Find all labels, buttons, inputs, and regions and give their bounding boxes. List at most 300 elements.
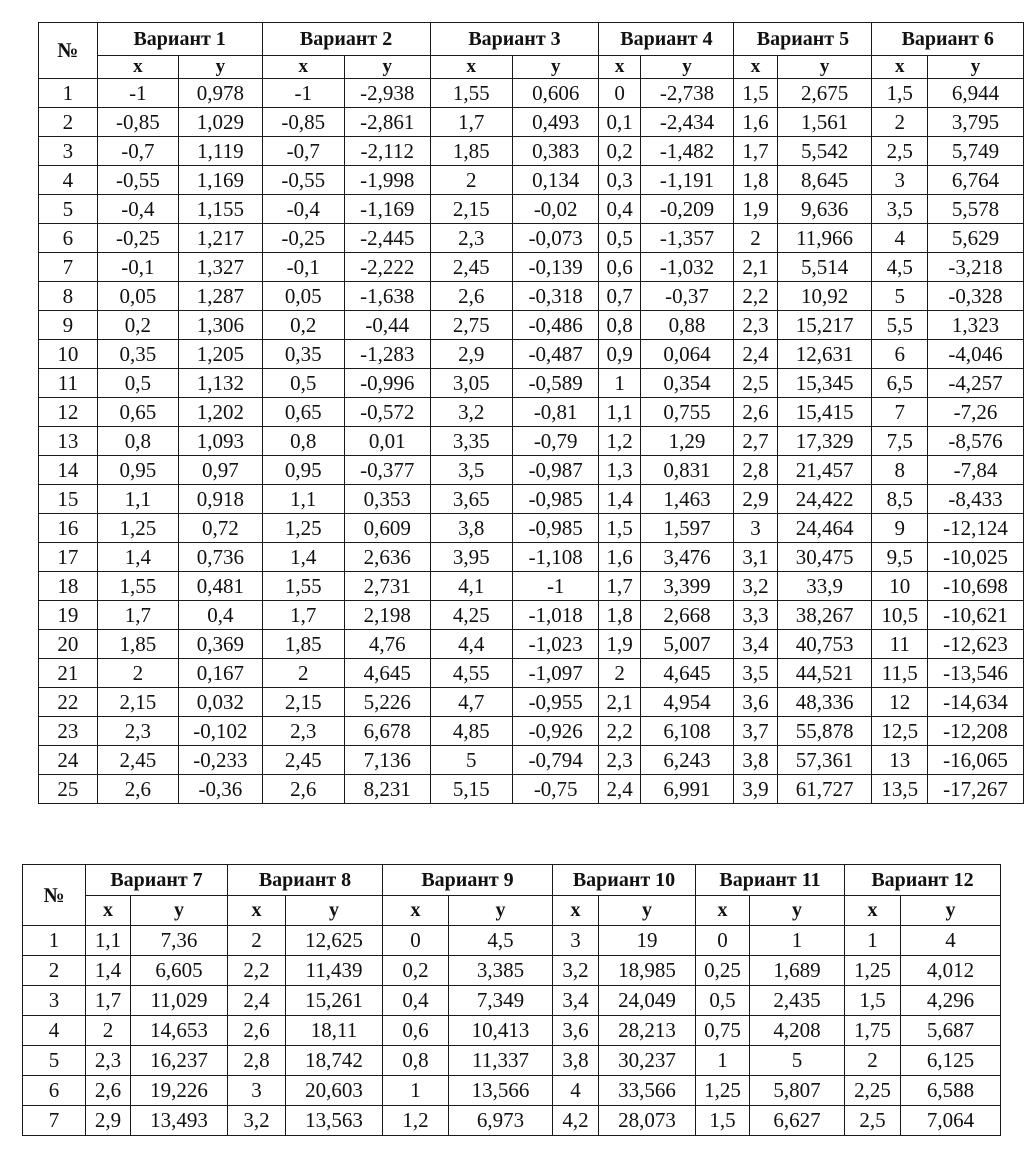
x-value-cell: 2,3 xyxy=(599,746,640,775)
y-value-cell: 11,337 xyxy=(449,1046,553,1076)
table-row xyxy=(39,166,1024,195)
x-value-cell: 4,85 xyxy=(430,717,512,746)
row-number-cell: 24 xyxy=(39,746,98,775)
y-value-cell: -0,139 xyxy=(512,253,599,282)
x-value-cell: -0,7 xyxy=(97,137,178,166)
row-number-cell: 10 xyxy=(39,340,98,369)
y-value-cell: 12,631 xyxy=(777,340,872,369)
y-value-cell: -0,36 xyxy=(179,775,262,804)
x-value-cell: 3 xyxy=(872,166,928,195)
x-value-cell: 0,65 xyxy=(97,398,178,427)
x-value-cell: 1,6 xyxy=(734,108,777,137)
x-value-cell: 1,7 xyxy=(430,108,512,137)
row-number-cell: 21 xyxy=(39,659,98,688)
x-value-cell: 2,3 xyxy=(97,717,178,746)
row-number-cell: 18 xyxy=(39,572,98,601)
y-value-cell: -1,998 xyxy=(344,166,430,195)
y-value-cell: 6,243 xyxy=(640,746,734,775)
y-value-cell: 38,267 xyxy=(777,601,872,630)
y-value-cell: 4,645 xyxy=(344,659,430,688)
row-number-cell: 2 xyxy=(23,956,86,986)
y-value-cell: 12,625 xyxy=(286,926,383,956)
table-row xyxy=(39,630,1024,659)
y-value-cell: -1,357 xyxy=(640,224,734,253)
x-value-cell: 1,25 xyxy=(845,956,901,986)
y-value-cell: -13,546 xyxy=(928,659,1024,688)
x-value-cell: 1,8 xyxy=(734,166,777,195)
row-number-cell: 12 xyxy=(39,398,98,427)
y-value-cell: 1,202 xyxy=(179,398,262,427)
y-value-cell: 2,731 xyxy=(344,572,430,601)
x-value-cell: 3,65 xyxy=(430,485,512,514)
x-value-cell: -0,1 xyxy=(97,253,178,282)
y-value-cell: 6,108 xyxy=(640,717,734,746)
y-value-cell: 11,439 xyxy=(286,956,383,986)
y-value-cell: 6,973 xyxy=(449,1106,553,1136)
y-value-cell: 4 xyxy=(901,926,1001,956)
y-value-cell: 11,966 xyxy=(777,224,872,253)
y-value-cell: 11,029 xyxy=(131,986,228,1016)
y-value-cell: 18,11 xyxy=(286,1016,383,1046)
variant-header: Вариант 7 xyxy=(86,865,228,896)
x-value-cell: 2,9 xyxy=(86,1106,131,1136)
x-value-cell: 2,2 xyxy=(599,717,640,746)
x-value-cell: 0,95 xyxy=(97,456,178,485)
x-value-cell: -0,85 xyxy=(262,108,344,137)
y-value-cell: 7,136 xyxy=(344,746,430,775)
x-value-cell: 3,8 xyxy=(734,746,777,775)
x-value-cell: 2,4 xyxy=(228,986,286,1016)
x-value-cell: 0 xyxy=(696,926,750,956)
x-value-cell: 2,45 xyxy=(262,746,344,775)
row-number-cell: 17 xyxy=(39,543,98,572)
row-number-cell: 9 xyxy=(39,311,98,340)
row-number-cell: 14 xyxy=(39,456,98,485)
x-value-cell: 0,95 xyxy=(262,456,344,485)
y-value-cell: 1,323 xyxy=(928,311,1024,340)
row-number-cell: 1 xyxy=(39,79,98,108)
y-value-cell: -1,169 xyxy=(344,195,430,224)
table-row xyxy=(39,108,1024,137)
y-value-cell: -1,482 xyxy=(640,137,734,166)
x-value-cell: 2,3 xyxy=(86,1046,131,1076)
variants-table-2 xyxy=(22,864,1001,1136)
variant-header: Вариант 12 xyxy=(845,865,1001,896)
y-value-cell: 4,296 xyxy=(901,986,1001,1016)
x-value-cell: 0,8 xyxy=(262,427,344,456)
table-1-header xyxy=(39,23,1024,79)
table-row xyxy=(39,543,1024,572)
x-value-cell: 4,55 xyxy=(430,659,512,688)
y-value-cell: -0,209 xyxy=(640,195,734,224)
y-value-cell: -1,097 xyxy=(512,659,599,688)
x-value-cell: 1,4 xyxy=(97,543,178,572)
y-value-cell: -2,861 xyxy=(344,108,430,137)
y-value-cell: 1,093 xyxy=(179,427,262,456)
x-value-cell: 0,4 xyxy=(599,195,640,224)
y-value-cell: -3,218 xyxy=(928,253,1024,282)
y-value-cell: 5,542 xyxy=(777,137,872,166)
y-value-cell: 18,742 xyxy=(286,1046,383,1076)
x-value-cell: 1,7 xyxy=(97,601,178,630)
y-value-cell: 10,92 xyxy=(777,282,872,311)
x-value-cell: 2,6 xyxy=(734,398,777,427)
y-value-cell: 0,064 xyxy=(640,340,734,369)
table-row xyxy=(39,311,1024,340)
row-number-cell: 16 xyxy=(39,514,98,543)
x-value-cell: 3,6 xyxy=(734,688,777,717)
x-value-cell: 8 xyxy=(872,456,928,485)
x-value-cell: 1,3 xyxy=(599,456,640,485)
x-value-cell: 2 xyxy=(845,1046,901,1076)
x-value-cell: 5,15 xyxy=(430,775,512,804)
y-value-cell: 1,327 xyxy=(179,253,262,282)
table-row xyxy=(39,688,1024,717)
x-value-cell: 0,8 xyxy=(383,1046,449,1076)
y-value-cell: -2,738 xyxy=(640,79,734,108)
row-number-header: № xyxy=(23,865,86,926)
x-value-cell: 1,7 xyxy=(262,601,344,630)
variant-header: Вариант 2 xyxy=(262,23,430,56)
y-value-cell: 6,944 xyxy=(928,79,1024,108)
y-value-cell: -2,445 xyxy=(344,224,430,253)
x-value-cell: 3,1 xyxy=(734,543,777,572)
x-value-cell: -0,7 xyxy=(262,137,344,166)
x-column-header: x xyxy=(696,896,750,926)
y-value-cell: 55,878 xyxy=(777,717,872,746)
x-value-cell: 1,2 xyxy=(599,427,640,456)
x-value-cell: 2,15 xyxy=(97,688,178,717)
y-value-cell: 0,606 xyxy=(512,79,599,108)
x-value-cell: 1,5 xyxy=(845,986,901,1016)
y-value-cell: -4,257 xyxy=(928,369,1024,398)
x-value-cell: 2,4 xyxy=(599,775,640,804)
y-value-cell: 7,064 xyxy=(901,1106,1001,1136)
y-value-cell: 4,208 xyxy=(750,1016,845,1046)
x-value-cell: 1,1 xyxy=(262,485,344,514)
y-value-cell: -12,124 xyxy=(928,514,1024,543)
x-value-cell: 2,6 xyxy=(430,282,512,311)
y-value-cell: -10,025 xyxy=(928,543,1024,572)
y-column-header: y xyxy=(901,896,1001,926)
y-value-cell: 0,831 xyxy=(640,456,734,485)
x-value-cell: -0,4 xyxy=(262,195,344,224)
x-value-cell: 0,2 xyxy=(383,956,449,986)
y-value-cell: 16,237 xyxy=(131,1046,228,1076)
x-value-cell: 3,9 xyxy=(734,775,777,804)
y-value-cell: 3,385 xyxy=(449,956,553,986)
x-value-cell: 2,3 xyxy=(430,224,512,253)
y-value-cell: 28,073 xyxy=(599,1106,696,1136)
y-value-cell: 0,736 xyxy=(179,543,262,572)
row-number-cell: 4 xyxy=(39,166,98,195)
y-value-cell: -0,486 xyxy=(512,311,599,340)
table-row xyxy=(39,224,1024,253)
y-value-cell: 21,457 xyxy=(777,456,872,485)
x-value-cell: 4 xyxy=(553,1076,599,1106)
y-value-cell: -0,487 xyxy=(512,340,599,369)
y-value-cell: -0,377 xyxy=(344,456,430,485)
x-value-cell: 4,25 xyxy=(430,601,512,630)
x-value-cell: 1,4 xyxy=(86,956,131,986)
x-value-cell: 1,1 xyxy=(97,485,178,514)
y-value-cell: 15,415 xyxy=(777,398,872,427)
x-value-cell: 4,1 xyxy=(430,572,512,601)
x-value-cell: 4,5 xyxy=(872,253,928,282)
row-number-cell: 3 xyxy=(23,986,86,1016)
x-value-cell: 1,1 xyxy=(86,926,131,956)
x-value-cell: 2,1 xyxy=(599,688,640,717)
x-value-cell: -1 xyxy=(97,79,178,108)
x-value-cell: 2,8 xyxy=(228,1046,286,1076)
x-column-header: x xyxy=(553,896,599,926)
y-value-cell: -0,996 xyxy=(344,369,430,398)
y-value-cell: 19,226 xyxy=(131,1076,228,1106)
row-number-cell: 2 xyxy=(39,108,98,137)
x-value-cell: 1,85 xyxy=(430,137,512,166)
x-value-cell: 0,8 xyxy=(97,427,178,456)
x-value-cell: 12 xyxy=(872,688,928,717)
x-value-cell: 3,4 xyxy=(553,986,599,1016)
x-value-cell: 3 xyxy=(228,1076,286,1106)
y-value-cell: 30,475 xyxy=(777,543,872,572)
x-value-cell: 1,55 xyxy=(430,79,512,108)
x-value-cell: 2 xyxy=(599,659,640,688)
y-value-cell: 2,668 xyxy=(640,601,734,630)
x-value-cell: -0,85 xyxy=(97,108,178,137)
y-value-cell: 1,689 xyxy=(750,956,845,986)
y-value-cell: -0,328 xyxy=(928,282,1024,311)
y-value-cell: 15,261 xyxy=(286,986,383,1016)
x-value-cell: 3,05 xyxy=(430,369,512,398)
table-row xyxy=(39,427,1024,456)
x-value-cell: 2,9 xyxy=(430,340,512,369)
y-column-header: y xyxy=(750,896,845,926)
table-row xyxy=(39,340,1024,369)
row-number-cell: 4 xyxy=(23,1016,86,1046)
x-value-cell: 1,5 xyxy=(696,1106,750,1136)
x-value-cell: 1,7 xyxy=(734,137,777,166)
x-value-cell: 2,2 xyxy=(228,956,286,986)
table-row xyxy=(39,398,1024,427)
y-value-cell: 0,01 xyxy=(344,427,430,456)
y-value-cell: -0,794 xyxy=(512,746,599,775)
y-value-cell: 0,97 xyxy=(179,456,262,485)
y-value-cell: 1,217 xyxy=(179,224,262,253)
y-value-cell: 61,727 xyxy=(777,775,872,804)
row-number-cell: 5 xyxy=(39,195,98,224)
y-value-cell: 1,306 xyxy=(179,311,262,340)
x-value-cell: 2,6 xyxy=(86,1076,131,1106)
y-value-cell: 13,566 xyxy=(449,1076,553,1106)
y-column-header: y xyxy=(179,56,262,79)
x-value-cell: 0,7 xyxy=(599,282,640,311)
x-value-cell: 1,8 xyxy=(599,601,640,630)
x-value-cell: 2 xyxy=(734,224,777,253)
table-2-header xyxy=(23,865,1001,926)
y-value-cell: 3,476 xyxy=(640,543,734,572)
y-value-cell: -1,032 xyxy=(640,253,734,282)
x-value-cell: 2,8 xyxy=(734,456,777,485)
x-value-cell: 2 xyxy=(228,926,286,956)
y-column-header: y xyxy=(777,56,872,79)
x-value-cell: 3 xyxy=(553,926,599,956)
table-row xyxy=(39,717,1024,746)
table-row xyxy=(39,282,1024,311)
row-number-cell: 6 xyxy=(23,1076,86,1106)
x-value-cell: 2,15 xyxy=(430,195,512,224)
x-value-cell: 1,5 xyxy=(734,79,777,108)
x-value-cell: -0,25 xyxy=(97,224,178,253)
y-value-cell: 20,603 xyxy=(286,1076,383,1106)
x-value-cell: 4 xyxy=(872,224,928,253)
y-value-cell: -0,926 xyxy=(512,717,599,746)
y-value-cell: 14,653 xyxy=(131,1016,228,1046)
x-value-cell: 0,4 xyxy=(383,986,449,1016)
x-value-cell: 1,85 xyxy=(97,630,178,659)
y-value-cell: -0,81 xyxy=(512,398,599,427)
y-value-cell: -0,44 xyxy=(344,311,430,340)
y-value-cell: -7,84 xyxy=(928,456,1024,485)
x-value-cell: -1 xyxy=(262,79,344,108)
y-value-cell: -0,02 xyxy=(512,195,599,224)
table-row xyxy=(39,137,1024,166)
y-value-cell: 19 xyxy=(599,926,696,956)
table-row xyxy=(39,79,1024,108)
table-row xyxy=(39,601,1024,630)
x-value-cell: 3,4 xyxy=(734,630,777,659)
y-value-cell: 0,72 xyxy=(179,514,262,543)
y-value-cell: 1,561 xyxy=(777,108,872,137)
x-value-cell: 1,55 xyxy=(97,572,178,601)
row-number-cell: 22 xyxy=(39,688,98,717)
x-value-cell: 1,9 xyxy=(599,630,640,659)
y-value-cell: 1,155 xyxy=(179,195,262,224)
x-column-header: x xyxy=(86,896,131,926)
x-value-cell: 0,05 xyxy=(97,282,178,311)
x-value-cell: 4,2 xyxy=(553,1106,599,1136)
x-value-cell: 13,5 xyxy=(872,775,928,804)
x-value-cell: 3,5 xyxy=(872,195,928,224)
y-value-cell: 40,753 xyxy=(777,630,872,659)
y-value-cell: -17,267 xyxy=(928,775,1024,804)
row-number-cell: 19 xyxy=(39,601,98,630)
y-value-cell: -0,589 xyxy=(512,369,599,398)
y-value-cell: 24,464 xyxy=(777,514,872,543)
row-number-header: № xyxy=(39,23,98,79)
y-value-cell: -0,987 xyxy=(512,456,599,485)
y-value-cell: 2,675 xyxy=(777,79,872,108)
y-value-cell: 0,369 xyxy=(179,630,262,659)
x-column-header: x xyxy=(845,896,901,926)
y-value-cell: 5,807 xyxy=(750,1076,845,1106)
y-value-cell: -0,985 xyxy=(512,485,599,514)
x-value-cell: 7,5 xyxy=(872,427,928,456)
x-value-cell: 9,5 xyxy=(872,543,928,572)
x-value-cell: 3,3 xyxy=(734,601,777,630)
x-value-cell: 1 xyxy=(696,1046,750,1076)
y-value-cell: 17,329 xyxy=(777,427,872,456)
x-column-header: x xyxy=(430,56,512,79)
table-row xyxy=(39,369,1024,398)
y-value-cell: -0,79 xyxy=(512,427,599,456)
y-value-cell: 33,9 xyxy=(777,572,872,601)
y-value-cell: -1,283 xyxy=(344,340,430,369)
y-value-cell: 0,134 xyxy=(512,166,599,195)
row-number-cell: 15 xyxy=(39,485,98,514)
x-value-cell: 7 xyxy=(872,398,928,427)
x-value-cell: 2 xyxy=(872,108,928,137)
table-row xyxy=(23,1016,1001,1046)
y-value-cell: 6,125 xyxy=(901,1046,1001,1076)
x-value-cell: 3,2 xyxy=(430,398,512,427)
y-column-header: y xyxy=(286,896,383,926)
y-value-cell: 0,167 xyxy=(179,659,262,688)
x-value-cell: 6,5 xyxy=(872,369,928,398)
y-value-cell: -8,576 xyxy=(928,427,1024,456)
x-value-cell: 11,5 xyxy=(872,659,928,688)
x-value-cell: 0 xyxy=(383,926,449,956)
table-row xyxy=(39,485,1024,514)
y-value-cell: -1,018 xyxy=(512,601,599,630)
x-value-cell: 5 xyxy=(430,746,512,775)
y-value-cell: -0,572 xyxy=(344,398,430,427)
y-value-cell: 4,5 xyxy=(449,926,553,956)
x-column-header: x xyxy=(872,56,928,79)
table-row xyxy=(39,195,1024,224)
x-value-cell: 9 xyxy=(872,514,928,543)
x-value-cell: 1,5 xyxy=(599,514,640,543)
x-value-cell: 0 xyxy=(599,79,640,108)
x-value-cell: 6 xyxy=(872,340,928,369)
x-value-cell: 0,6 xyxy=(383,1016,449,1046)
x-value-cell: 3,2 xyxy=(553,956,599,986)
x-value-cell: 1,55 xyxy=(262,572,344,601)
x-value-cell: 2,2 xyxy=(734,282,777,311)
x-value-cell: 4,7 xyxy=(430,688,512,717)
x-value-cell: 1 xyxy=(845,926,901,956)
row-number-cell: 1 xyxy=(23,926,86,956)
y-value-cell: -2,938 xyxy=(344,79,430,108)
x-value-cell: 1 xyxy=(383,1076,449,1106)
row-number-cell: 8 xyxy=(39,282,98,311)
y-column-header: y xyxy=(928,56,1024,79)
row-number-cell: 7 xyxy=(23,1106,86,1136)
y-value-cell: 30,237 xyxy=(599,1046,696,1076)
y-value-cell: 15,345 xyxy=(777,369,872,398)
y-value-cell: 1,132 xyxy=(179,369,262,398)
x-column-header: x xyxy=(262,56,344,79)
x-value-cell: 5 xyxy=(872,282,928,311)
x-value-cell: 2,5 xyxy=(734,369,777,398)
y-value-cell: 0,978 xyxy=(179,79,262,108)
x-value-cell: 0,8 xyxy=(599,311,640,340)
x-value-cell: 2,1 xyxy=(734,253,777,282)
table-row xyxy=(23,1106,1001,1136)
y-value-cell: -2,112 xyxy=(344,137,430,166)
y-value-cell: 5,514 xyxy=(777,253,872,282)
y-value-cell: -0,233 xyxy=(179,746,262,775)
y-value-cell: -7,26 xyxy=(928,398,1024,427)
y-value-cell: 13,563 xyxy=(286,1106,383,1136)
table-row xyxy=(39,253,1024,282)
y-value-cell: -0,955 xyxy=(512,688,599,717)
x-value-cell: 2,45 xyxy=(97,746,178,775)
table-row xyxy=(39,659,1024,688)
y-value-cell: -2,434 xyxy=(640,108,734,137)
y-value-cell: 5,226 xyxy=(344,688,430,717)
y-value-cell: 33,566 xyxy=(599,1076,696,1106)
